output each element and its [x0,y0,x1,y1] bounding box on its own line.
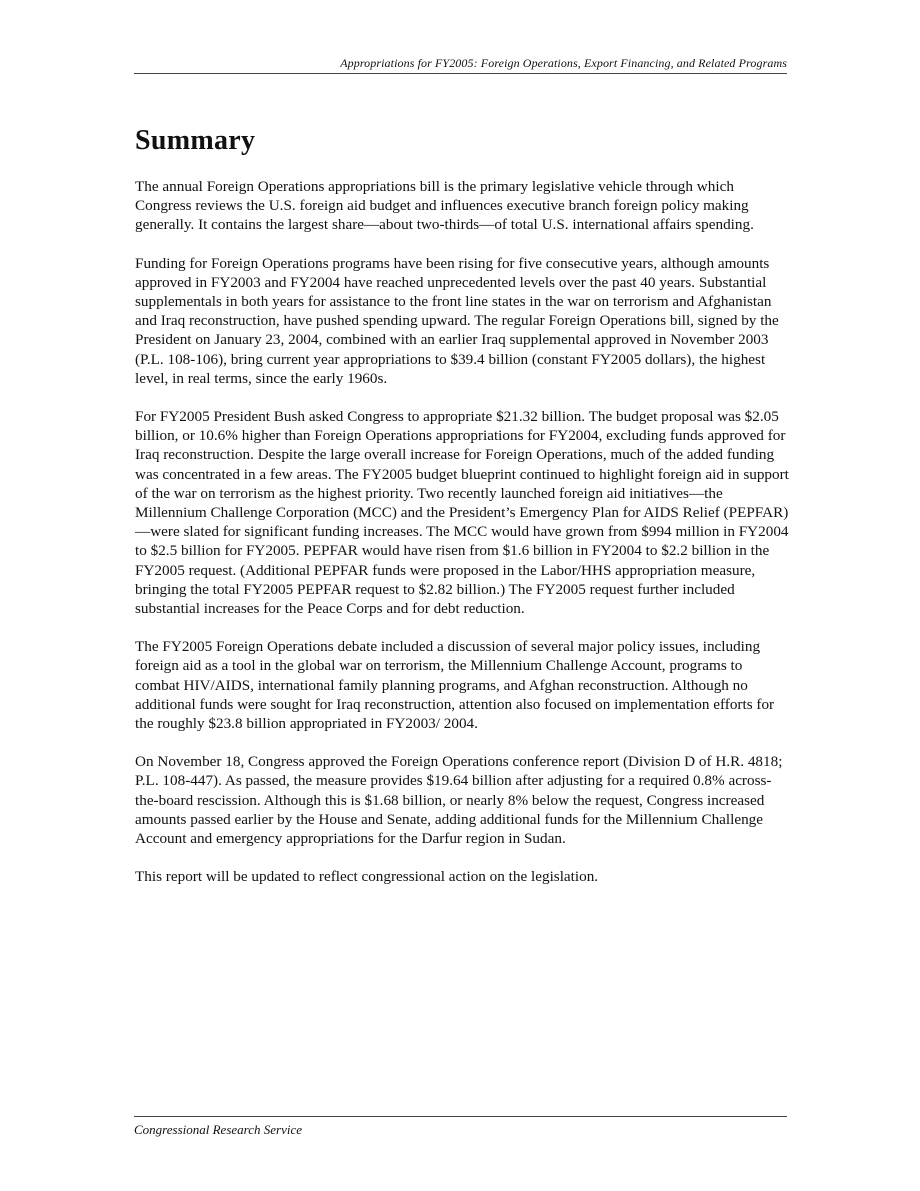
running-header: Appropriations for FY2005: Foreign Operations, Export Financing, and Related Programs [134,55,787,74]
summary-paragraph-4: The FY2005 Foreign Operations debate included a discussion of several major policy issues, including foreign aid as a tool in the global war on terrorism, the Millennium Challenge Account, programs to combat HIV/AIDS, international family planning programs, and Afghan reconstruction. Although no additional funds were sought for Iraq reconstruction, attention also focused on implementation efforts for the roughly $23.8 billion appropriated in FY2003/ 2004. [135,638,775,733]
summary-body [135,177,789,906]
summary-paragraph-6: This report will be updated to reflect congressional action on the legislation. [135,868,599,886]
summary-paragraph-1: The annual Foreign Operations appropriations bill is the primary legislative vehicle through which Congress reviews the U.S. foreign aid budget and influences executive branch foreign policy making generally. It contains the largest share—about two-thirds—of total U.S. international affairs spending. [135,178,754,234]
page-footer: Congressional Research Service [134,1116,787,1139]
summary-paragraph-5: On November 18, Congress approved the Foreign Operations conference report (Division D of H.R. 4818; P.L. 108-447). As passed, the measure provides $19.64 billion after adjusting for a required 0.8% across-the-board rescission. Although this is $1.68 billion, or nearly 8% below the request, Congress increased amounts passed earlier by the House and Senate, adding additional funds for the Millennium Challenge Account and emergency appropriations for the Darfur region in Sudan. [135,753,783,848]
summary-paragraph-2: Funding for Foreign Operations programs have been rising for five consecutive years, although amounts approved in FY2003 and FY2004 have reached unprecedented levels over the past 40 years. Substantial supplementals in both years for assistance to the front line states in the war on terrorism and Afghanistan and Iraq reconstruction, have pushed spending upward. The regular Foreign Operations bill, signed by the President on January 23, 2004, combined with an earlier Iraq supplemental approved in November 2003 (P.L. 108-106), bring current year appropriations to $39.4 billion (constant FY2005 dollars), the highest level, in real terms, since the early 1960s. [135,254,779,387]
summary-paragraph-3: For FY2005 President Bush asked Congress to appropriate $21.32 billion. The budget proposal was $2.05 billion, or 10.6% higher than Foreign Operations appropriations for FY2004, excluding funds approved for Iraq reconstruction. Despite the large overall increase for Foreign Operations, much of the added funding was concentrated in a few areas. The FY2005 budget blueprint continued to highlight foreign aid in support of the war on terrorism as the highest priority. Two recently launched foreign aid initiatives—the Millennium Challenge Corporation (MCC) and the President’s Emergency Plan for AIDS Relief (PEPFAR)—were slated for significant funding increases. The MCC would have grown from $994 million in FY2004 to $2.5 billion for FY2005. PEPFAR would have risen from $1.6 billion in FY2004 to $2.2 billion in the FY2005 request. (Additional PEPFAR funds were proposed in the Labor/HHS appropriation measure, bringing the total FY2005 PEPFAR request to $2.82 billion.) The FY2005 request further included substantial increases for the Peace Corps and for debt reduction. [135,408,789,618]
section-title: Summary [135,125,256,156]
